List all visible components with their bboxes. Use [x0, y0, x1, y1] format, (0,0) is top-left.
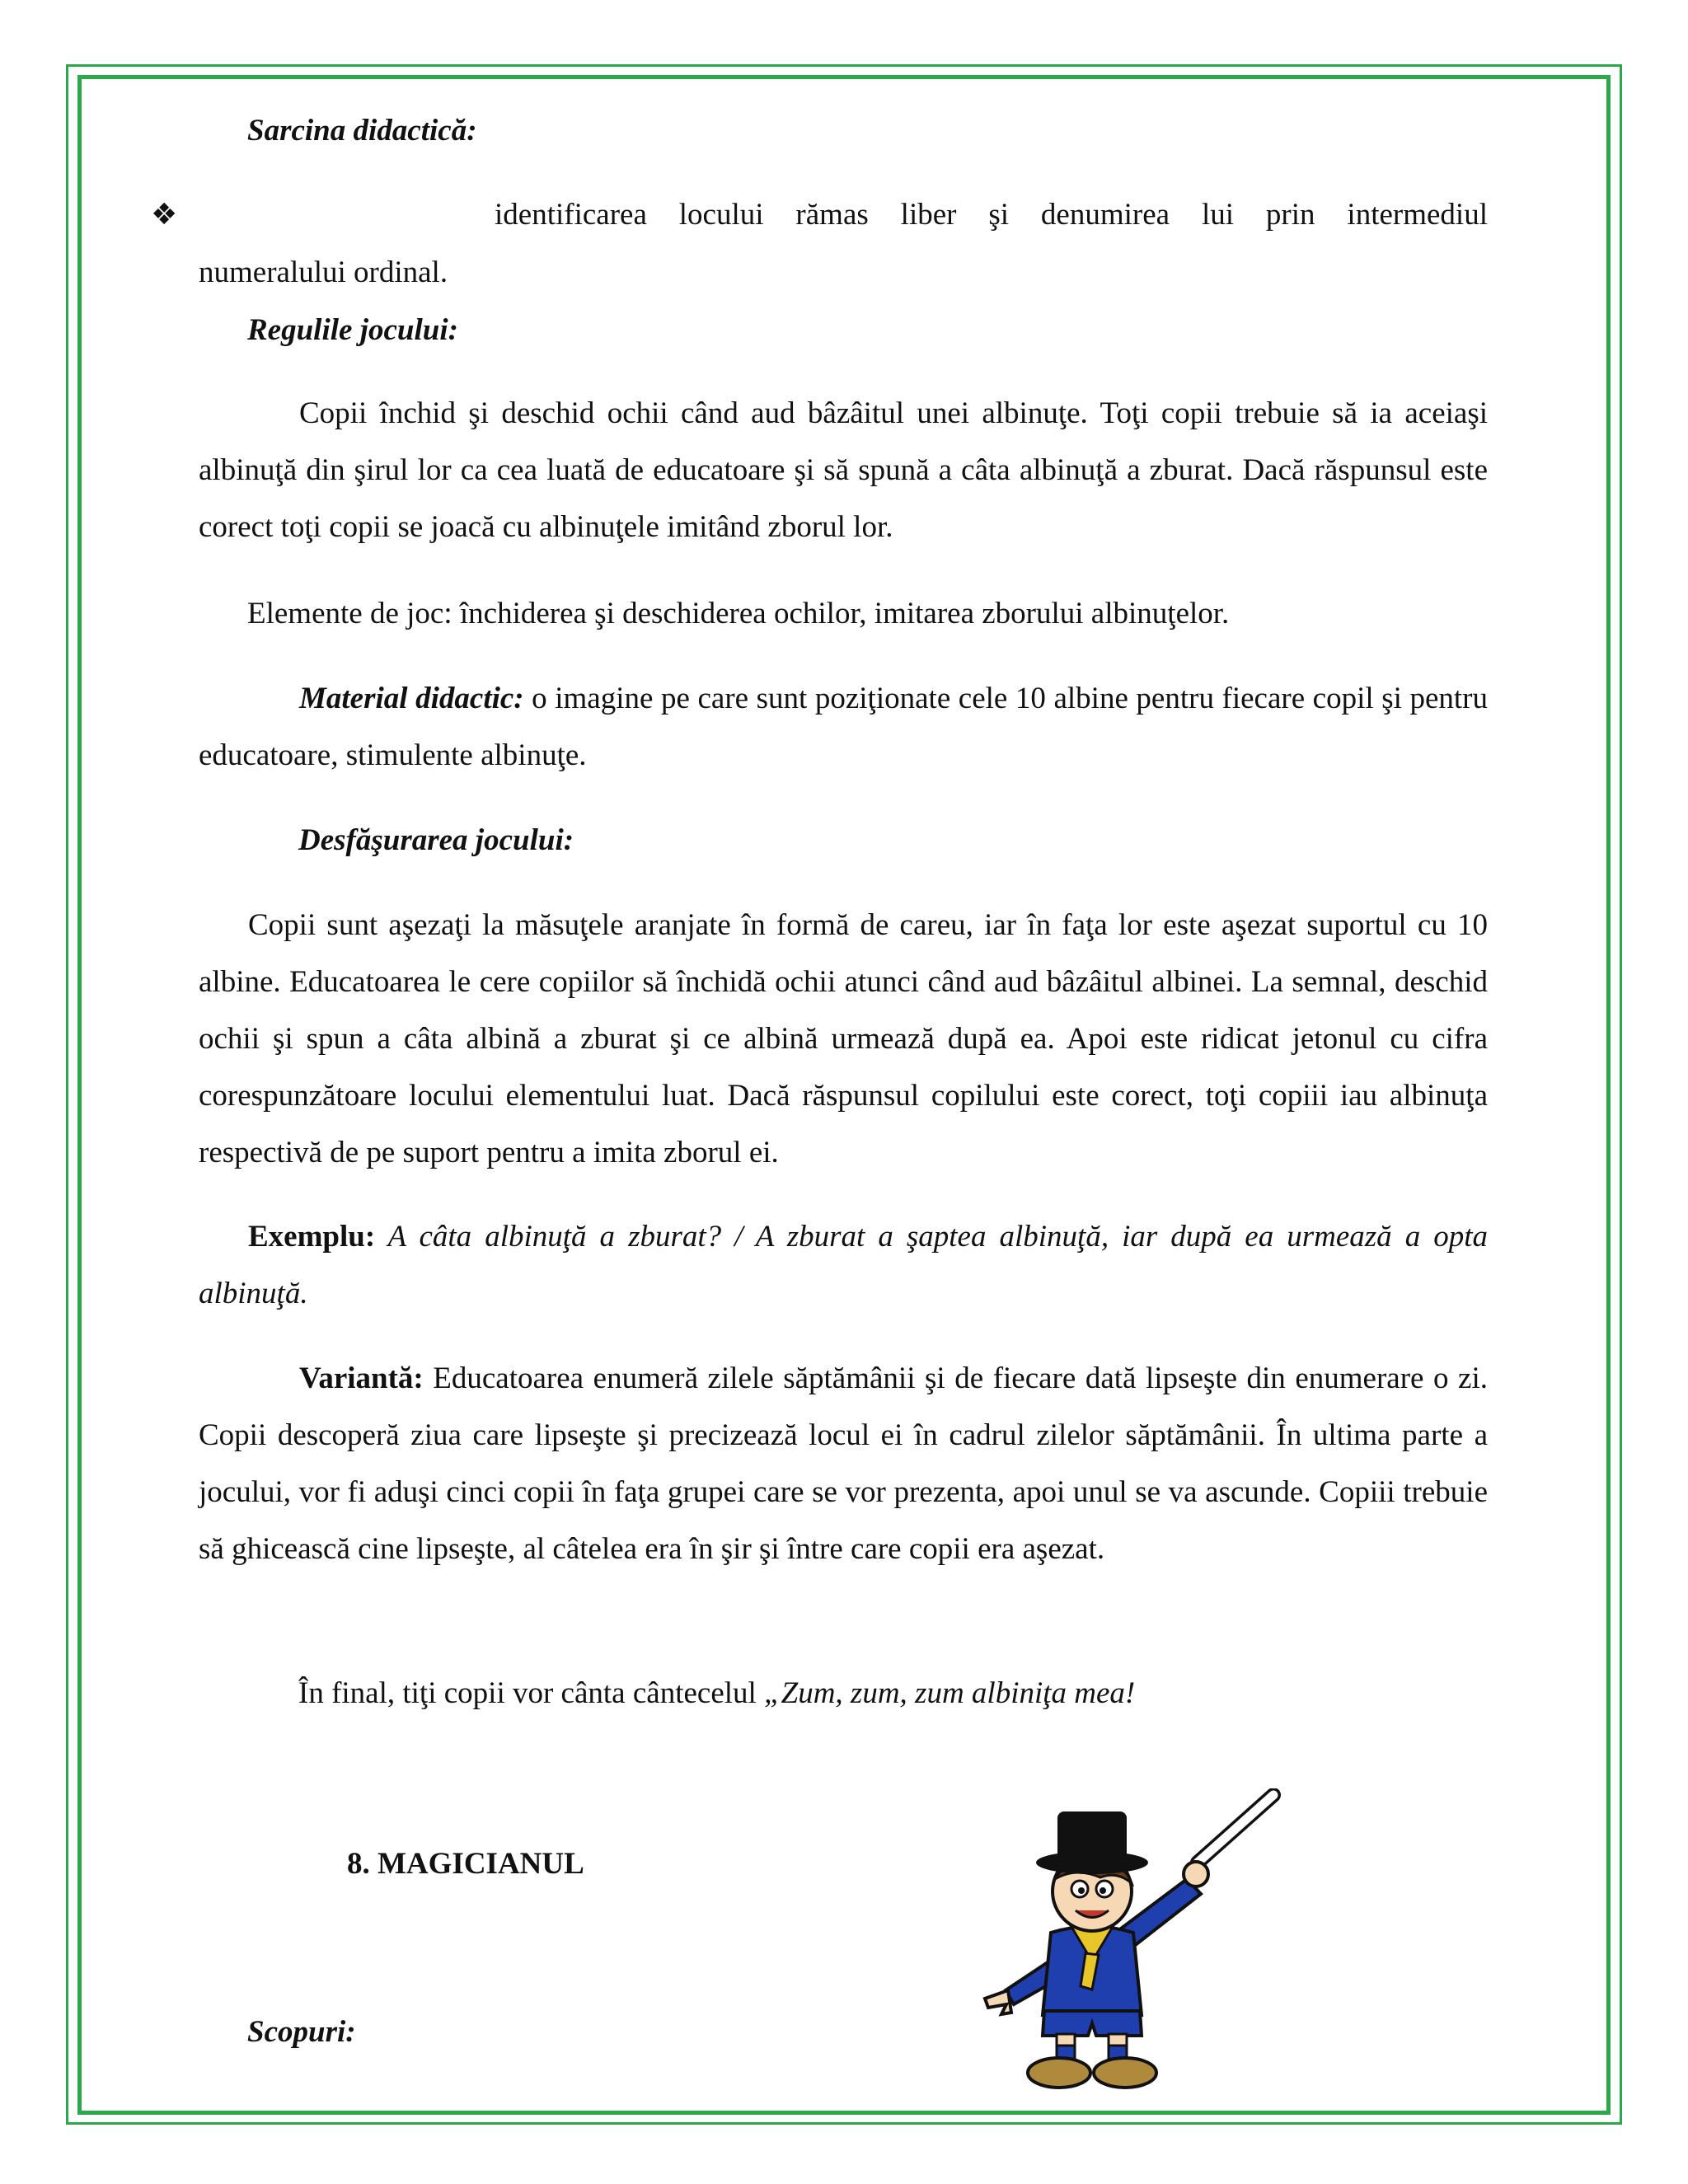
- elemente-paragraph: Elemente de joc: închiderea şi deschiderea ochilor, imitarea zborului albinuţelor.: [247, 597, 1230, 630]
- bullet-text: identificarea locului rămas liber şi denumirea lui prin intermediul: [495, 198, 1488, 232]
- final-paragraph: [298, 1665, 1135, 1722]
- scopuri-heading: Scopuri:: [247, 2015, 356, 2049]
- sarcina-heading: Sarcina didactică:: [247, 114, 477, 148]
- varianta-paragraph: [199, 1350, 1488, 1577]
- desfasurare-heading: Desfăşurarea jocului:: [298, 823, 574, 857]
- varianta-label: Variantă:: [299, 1361, 424, 1395]
- varianta-text: Educatoarea enumeră zilele săptămânii şi de fiecare dată lipseşte din enumerare o zi. Copii descoperă ziua care lipseşte şi precizează locul ei în cadrul zilelor săptămânii. În ultima parte a jocului, vor fi aduşi cinci copii în faţa grupei care se vor prezenta, apoi unul se va ascunde. Copiii trebuie să ghicească cine lipseşte, al câtelea era în şir şi între care copii era aşezat.: [199, 1361, 1488, 1566]
- material-label: Material didactic:: [299, 682, 524, 715]
- material-paragraph: [199, 670, 1488, 784]
- wand-icon: [1198, 1795, 1273, 1863]
- reguli-heading: Regulile jocului:: [247, 313, 458, 347]
- exemplu-text: A câta albinuţă a zburat? / A zburat a şaptea albinuţă, iar după ea urmează a opta albinuţă.: [199, 1220, 1488, 1310]
- desfasurare-paragraph: Copii sunt aşezaţi la măsuţele aranjate în formă de careu, iar în faţa lor este aşezat suportul cu 10 albine. Educatoarea le cere copiilor să închidă ochii atunci când aud bâzâitul albinei. La semnal, deschid ochii şi spun a câta albină a zburat şi ce albină urmează după ea. Apoi este ridicat jetonul cu cifra corespunzătoare locului elementului luat. Dacă răspunsul copilului este corect, toţi copiii iau albinuţa respectivă de pe suport pentru a imita zborul ei.: [199, 908, 1488, 1169]
- final-song-title: „Zum, zum, zum albiniţa mea!: [764, 1676, 1136, 1710]
- exemplu-paragraph: [199, 1208, 1488, 1322]
- bullet-icon: ❖: [151, 198, 178, 232]
- magician-illustration: [977, 1788, 1282, 2093]
- final-text: În final, tiţi copii vor cânta cântecelul: [298, 1676, 765, 1710]
- bullet-continuation: numeralului ordinal.: [199, 255, 448, 289]
- reguli-paragraph: Copii închid şi deschid ochii când aud bâzâitul unei albinuţe. Toţi copii trebuie să ia aceiaşi albinuţă din şirul lor ca cea luată de educatoare şi să spună a câta albinuţă a zburat. Dacă răspunsul este corect toţi copii se joacă cu albinuţele imitând zborul lor.: [199, 396, 1488, 544]
- magician-heading: 8. MAGICIANUL: [347, 1847, 584, 1881]
- exemplu-label: Exemplu:: [248, 1220, 376, 1254]
- material-text: o imagine pe care sunt poziţionate cele 10 albine pentru fiecare copil şi pentru educatoare, stimulente albinuţe.: [199, 682, 1488, 772]
